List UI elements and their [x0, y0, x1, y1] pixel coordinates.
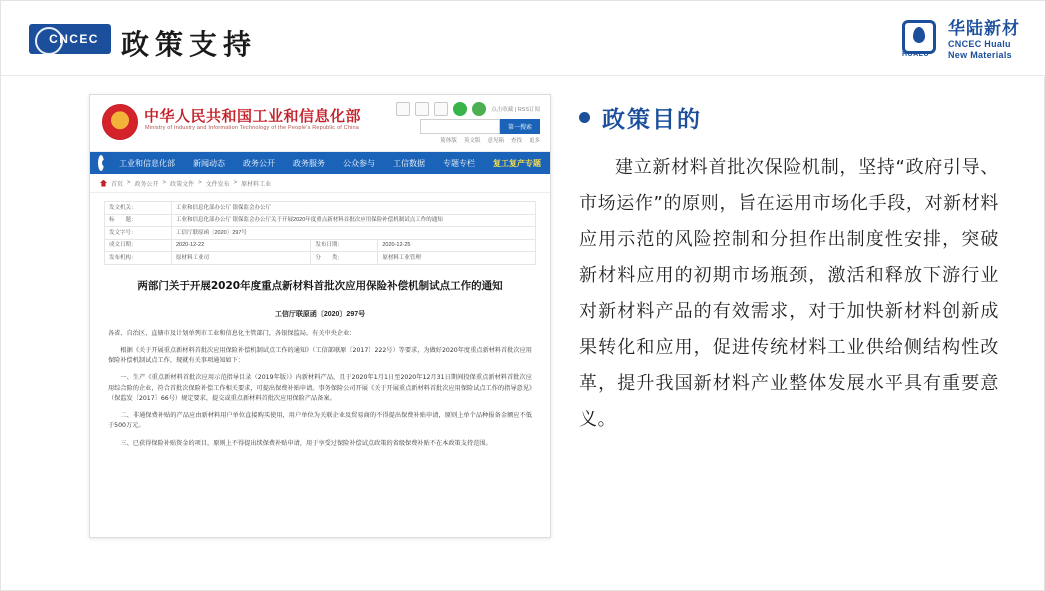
breadcrumb-item-0[interactable]: 首页	[111, 181, 124, 188]
breadcrumb-home-icon[interactable]	[100, 180, 107, 187]
document-paragraph-3: 二、非通保费补贴的产品应由新材料用户单位直接购买使用，用户单位为关联企业及贸易商的不得提出保费补贴申请，原则上单个品种报备金额应不低于500万元。	[108, 412, 532, 430]
table-row	[105, 227, 536, 240]
nav-item-1[interactable]: 新闻动态	[193, 158, 225, 168]
meta-value-0: 工业和信息化部办公厅 银保监会办公厅	[172, 202, 536, 215]
document-meta-table	[104, 201, 536, 265]
meta-key-5: 发布机构：	[105, 252, 172, 265]
meta-value-1: 工业和信息化部办公厅 银保监会办公厅关于开展2020年度重点新材料首批次应用保险补偿机制试点工作的通知	[172, 214, 536, 227]
miit-site-header	[90, 95, 550, 152]
miit-site-subtitle: Ministry of Industry and Information Technology of the People's Republic of China	[145, 125, 360, 131]
nav-item-4[interactable]: 公众参与	[343, 158, 375, 168]
quick-link-0[interactable]: 简体版	[440, 138, 457, 144]
nav-item-3[interactable]: 政务服务	[293, 158, 325, 168]
table-row	[105, 252, 536, 265]
policy-document-screenshot	[89, 94, 551, 538]
hualu-brand	[902, 19, 1020, 61]
document-title: 两部门关于开展2020年度重点新材料首批次应用保险补偿机制试点工作的通知	[137, 279, 503, 292]
breadcrumb-sep-1: >	[162, 180, 167, 186]
hualu-brand-en2: New Materials	[948, 49, 1012, 60]
breadcrumb[interactable]	[90, 174, 550, 193]
document-fade-overlay	[90, 511, 550, 537]
breadcrumb-sep-0: >	[127, 180, 131, 186]
policy-purpose-heading: 政策目的	[602, 107, 702, 133]
nav-item-5[interactable]: 工信数据	[393, 158, 425, 168]
nav-item-7[interactable]: 复工复产专题	[493, 158, 541, 168]
hualu-brand-text	[948, 20, 1020, 59]
breadcrumb-item-4[interactable]: 原材料工业	[241, 181, 272, 188]
table-row	[105, 202, 536, 215]
search-input[interactable]	[420, 119, 500, 134]
policy-purpose-section	[579, 101, 999, 438]
weibo-icon[interactable]	[453, 102, 467, 116]
miit-tool-links[interactable]: 点击收藏 | RSS订阅	[491, 107, 540, 113]
miit-toolbar	[396, 102, 540, 116]
header-divider	[1, 75, 1045, 76]
meta-key-1: 标 题：	[105, 214, 172, 227]
nav-item-0[interactable]: 工业和信息化部	[119, 158, 175, 168]
page-title: 政策支持	[121, 28, 258, 61]
document-number: 工信厅联原函〔2020〕297号	[274, 310, 366, 318]
breadcrumb-sep-3: >	[233, 180, 238, 186]
mail-icon[interactable]	[434, 102, 448, 116]
quick-link-4[interactable]: 查找	[510, 138, 522, 144]
table-row	[105, 239, 536, 252]
miit-quick-links[interactable]	[440, 136, 540, 144]
policy-purpose-heading-row	[579, 101, 999, 134]
hualu-brand-cn: 华陆新材	[948, 19, 1020, 40]
meta-value-6: 原材料工业管理	[378, 252, 536, 265]
search-button[interactable]: 第一搜索	[500, 119, 540, 134]
document-paragraph-0: 各省、自治区、直辖市及计划单列市工业和信息化主管部门，各银保监局，有关中央企业：	[108, 329, 356, 337]
meta-value-4: 2020-12-25	[378, 239, 536, 252]
bullet-icon	[579, 112, 590, 123]
table-row	[105, 214, 536, 227]
miit-site-title: 中华人民共和国工业和信息化部	[144, 107, 362, 125]
quick-link-2[interactable]: 意见箱	[487, 138, 504, 144]
wechat-icon[interactable]	[472, 102, 486, 116]
meta-value-2: 工信厅联原函〔2020〕297号	[172, 227, 536, 240]
accessibility-icon[interactable]	[396, 102, 410, 116]
miit-nav-bar[interactable]	[90, 152, 550, 174]
home-icon[interactable]	[98, 155, 104, 171]
meta-key-6: 分 类：	[311, 252, 378, 265]
document-body	[108, 329, 532, 449]
quick-link-1[interactable]: 英文版	[463, 138, 481, 144]
meta-key-3: 成文日期：	[105, 239, 172, 252]
breadcrumb-item-3[interactable]: 文件发布	[205, 181, 230, 188]
nav-item-6[interactable]: 专题专栏	[443, 158, 475, 168]
cncec-logo	[29, 24, 111, 54]
document-paragraph-2: 一、生产《重点新材料首批次应用示范指导目录（2019年版）》内新材料产品，且于2020年1月1日至2020年12月31日期间投保重点新材料首批次应用综合险的企业，符合首批次保险补偿工作相关要求，可提出保费补贴申请。事务保险公司开展《关于开展重点新材料首批次应用保险试点工作的指导意见》（保监发〔2017〕66号）规定要求，提交或重点新材料首批次应用保险产品备案。	[108, 374, 532, 402]
meta-key-4: 发布日期：	[311, 239, 378, 252]
cncec-logo-text: CNCEC	[49, 32, 99, 46]
meta-key-2: 发文字号：	[105, 227, 172, 240]
nav-item-2[interactable]: 政务公开	[243, 158, 275, 168]
meta-value-3: 2020-12-22	[172, 239, 311, 252]
elder-mode-icon[interactable]	[415, 102, 429, 116]
breadcrumb-sep-2: >	[198, 180, 202, 186]
miit-search[interactable]	[420, 119, 540, 134]
breadcrumb-item-1[interactable]: 政务公开	[134, 181, 159, 188]
meta-value-5: 原材料工业司	[172, 252, 311, 265]
breadcrumb-item-2[interactable]: 政策文件	[170, 181, 195, 188]
hualu-drop-icon	[913, 27, 925, 43]
policy-purpose-body: 建立新材料首批次保险机制，坚持“政府引导、市场运作”的原则，旨在运用市场化手段，对新材料应用示范的风险控制和分担作出制度性安排，突破新材料应用的初期市场瓶颈，激活和释放下游行业对新材料产品的有效需求，对于加快新材料创新成果转化和应用，促进传统材料工业供给侧结构性改革，提升我国新材料产业整体发展水平具有重要意义。	[579, 157, 999, 430]
national-emblem-icon	[102, 104, 138, 140]
hualu-brand-en1: CNCEC Hualu	[948, 39, 1011, 50]
slide-header	[1, 1, 1045, 77]
document-paragraph-1: 根据《关于开展重点新材料首批次应用保险补偿机制试点工作的通知》（工信部联原〔2017〕222号）等要求，为做好2020年度重点新材料首批次应用保险补偿机制试点工作，现就有关事项通知如下：	[108, 346, 532, 365]
hualu-mark-icon	[902, 20, 940, 60]
hualu-mark-label: HUALU	[902, 51, 929, 58]
document-paragraph-4: 三、已获得保险补贴资金的项目，原则上不得提出续保费补贴申请，用于享受过保险补偿试点政策的省级保费补贴不在本政策支持范围。	[120, 439, 492, 447]
quick-link-5[interactable]: 更多	[528, 138, 540, 144]
meta-key-0: 发文机关：	[105, 202, 172, 215]
